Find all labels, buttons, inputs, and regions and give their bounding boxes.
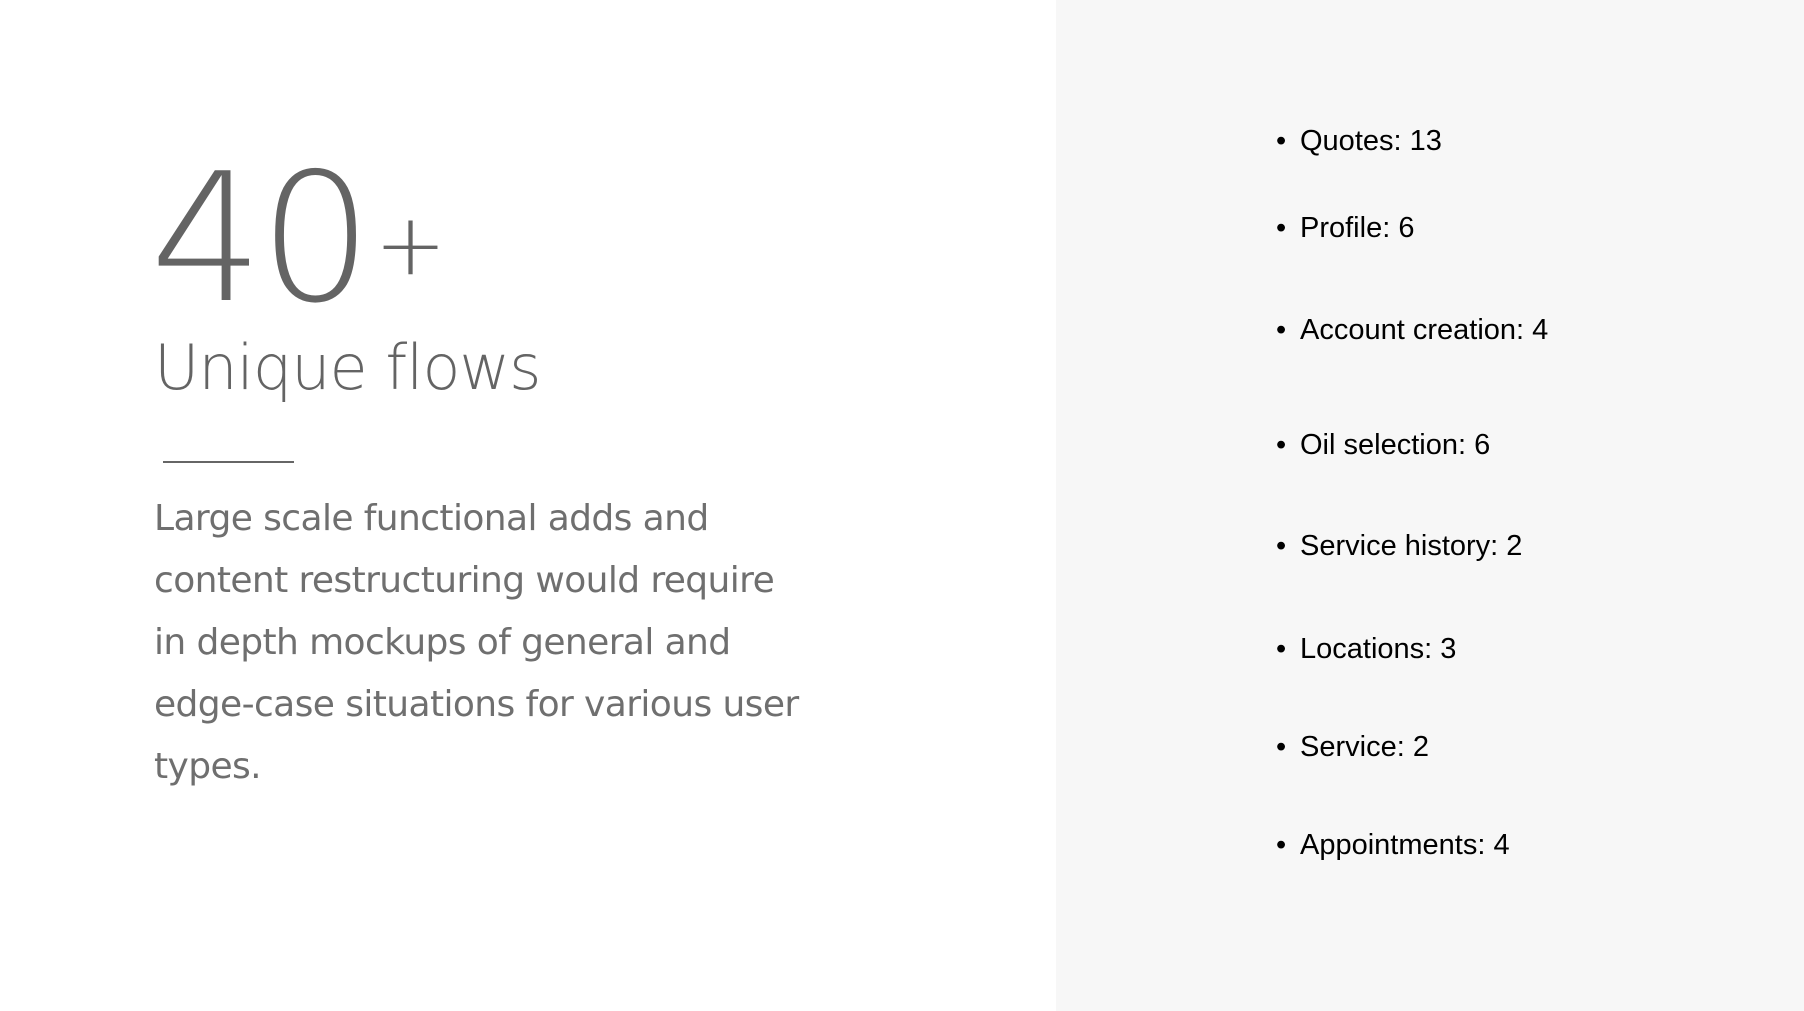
list-item-label: Appointments: 4: [1300, 829, 1510, 861]
bullet-icon: •: [1276, 125, 1287, 157]
list-item: [1276, 733, 1429, 762]
description-text: Large scale functional adds and content restructuring would require in depth mockups of general and edge-case situations for various user types.: [154, 498, 799, 787]
flow-count: [150, 135, 447, 342]
list-item: [1276, 635, 1456, 664]
list-item: [1276, 316, 1548, 345]
list-item-label: Account creation: 4: [1300, 314, 1549, 346]
bullet-icon: •: [1276, 829, 1287, 861]
list-item-label: Service history: 2: [1300, 530, 1523, 562]
flow-count-suffix: +: [374, 195, 447, 295]
list-item: [1276, 532, 1522, 561]
bullet-icon: •: [1276, 633, 1287, 665]
list-item: [1276, 431, 1490, 460]
list-item: [1276, 214, 1414, 243]
title-divider: [163, 461, 294, 463]
list-item: [1276, 831, 1510, 860]
bullet-icon: •: [1276, 212, 1287, 244]
bullet-icon: •: [1276, 429, 1287, 461]
list-item-label: Profile: 6: [1300, 212, 1415, 244]
bullet-icon: •: [1276, 731, 1287, 763]
list-item-label: Oil selection: 6: [1300, 429, 1491, 461]
list-item-label: Quotes: 13: [1300, 125, 1442, 157]
bullet-icon: •: [1276, 530, 1287, 562]
list-item: [1276, 127, 1442, 156]
list-item-label: Service: 2: [1300, 731, 1429, 763]
flow-count-number: 40: [150, 135, 369, 342]
page-title: Unique flows: [154, 331, 541, 404]
bullet-icon: •: [1276, 314, 1287, 346]
list-item-label: Locations: 3: [1300, 633, 1457, 665]
